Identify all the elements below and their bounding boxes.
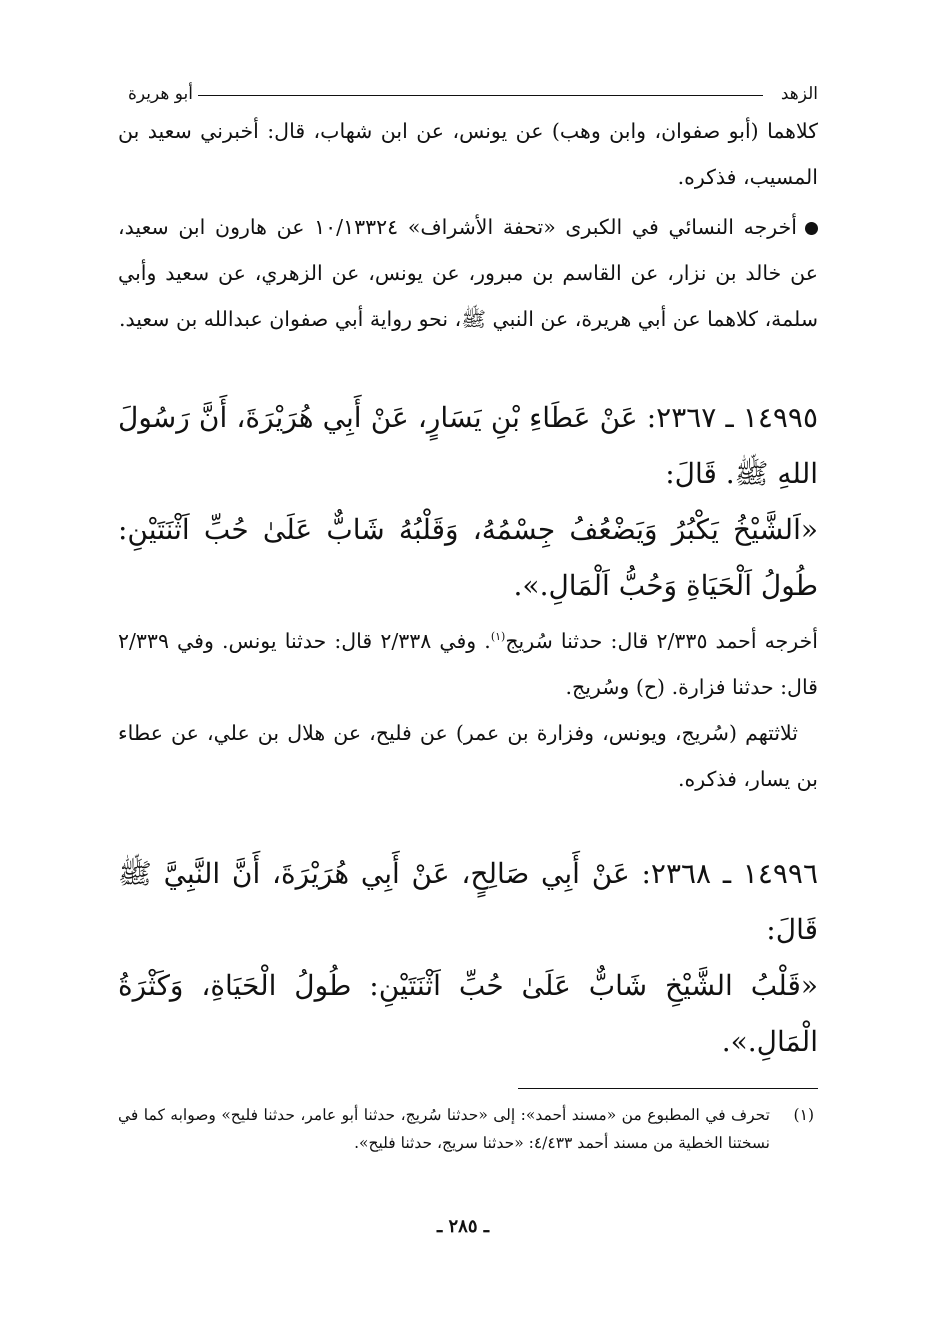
takhrij-chain: ثلاثتهم (سُريج، ويونس، وفزارة بن عمر) عن فليح، عن هلال بن علي، عن عطاء بن يسار، فذكره. <box>118 720 818 791</box>
hadith-isnad: ١٤٩٩٦ ـ ٢٣٦٨: عَنْ أَبِي صَالِحٍ، عَنْ أَبِي هُرَيْرَةَ، أَنَّ النَّبِيَّ ﷺ قَالَ: <box>118 856 818 946</box>
footnote <box>118 1101 818 1157</box>
footnote-reference: (١) <box>490 630 506 643</box>
hadith-14995 <box>118 390 818 802</box>
book-page <box>118 78 818 1157</box>
header-chapter-title: الزهد <box>780 84 818 104</box>
header-rule <box>198 95 763 96</box>
hadith-isnad: ١٤٩٩٥ ـ ٢٣٦٧: عَنْ عَطَاءِ بْنِ يَسَارٍ، عَنْ أَبِي هُرَيْرَةَ، أَنَّ رَسُولَ اللهِ ﷺ. قَالَ: <box>118 401 818 490</box>
footnote-separator <box>518 1088 818 1089</box>
takhrij-ahmad-part2: . وفي ٢/٣٣٨ قال: حدثنا يونس. وفي ٢/٣٣٩ قال: حدثنا فزارة. (ح) وسُريج. <box>118 628 818 699</box>
footnote-text: تحرف في المطبوع من «مسند أحمد»: إلى «حدثنا سُريج، حدثنا أبو عامر، حدثنا فليح» وصوابه كما في نسختنا الخطية من مسند أحمد ٤/٤٣٣: «حدثنا سريج، حدثنا فليح». <box>118 1105 770 1152</box>
takhrij-nasai-text: أخرجه النسائي في الكبرى «تحفة الأشراف» ١٠/١٣٣٢٤ عن هارون ابن سعيد، عن خالد بن نزار، عن القاسم بن مبرور، عن يونس، عن الزهري، عن سعيد وأبي سلمة، كلاهما عن أبي هريرة، عن النبي ﷺ، نحو رواية أبي صفوان عبدالله بن سعيد. <box>118 215 818 331</box>
bullet-icon <box>805 222 818 235</box>
takhrij-ahmad <box>118 614 818 710</box>
hadith-matn: «قَلْبُ الشَّيْخِ شَابٌّ عَلَىٰ حُبِّ اَثْنَتَيْنِ: طُولُ الْحَيَاةِ، وَكَثْرَةُ الْمَالِ.». <box>118 968 818 1058</box>
takhrij-ahmad-part1: أخرجه أحمد ٢/٣٣٥ قال: حدثنا سُريج <box>505 628 818 653</box>
page-number: ـ ٢٨٥ ـ <box>436 1216 490 1237</box>
hadith-matn: «اَلشَّيْخُ يَكْبُرُ وَيَضْعُفُ جِسْمُهُ، وَقَلْبُهُ شَابٌّ عَلَىٰ حُبِّ اَثْنَتَيْنِ: طُولُ اَلْحَيَاةِ وَحُبُّ اَلْمَالِ.». <box>118 513 818 602</box>
takhrij-nasai-paragraph <box>118 204 818 342</box>
footnote-number: (١) <box>793 1105 814 1124</box>
header-section-title: أبو هريرة <box>128 84 194 104</box>
running-header <box>118 78 818 108</box>
intro-paragraph: كلاهما (أبو صفوان، وابن وهب) عن يونس، عن ابن شهاب، قال: أخبرني سعيد بن المسيب، فذكره. <box>118 119 818 189</box>
hadith-14996 <box>118 846 818 1070</box>
